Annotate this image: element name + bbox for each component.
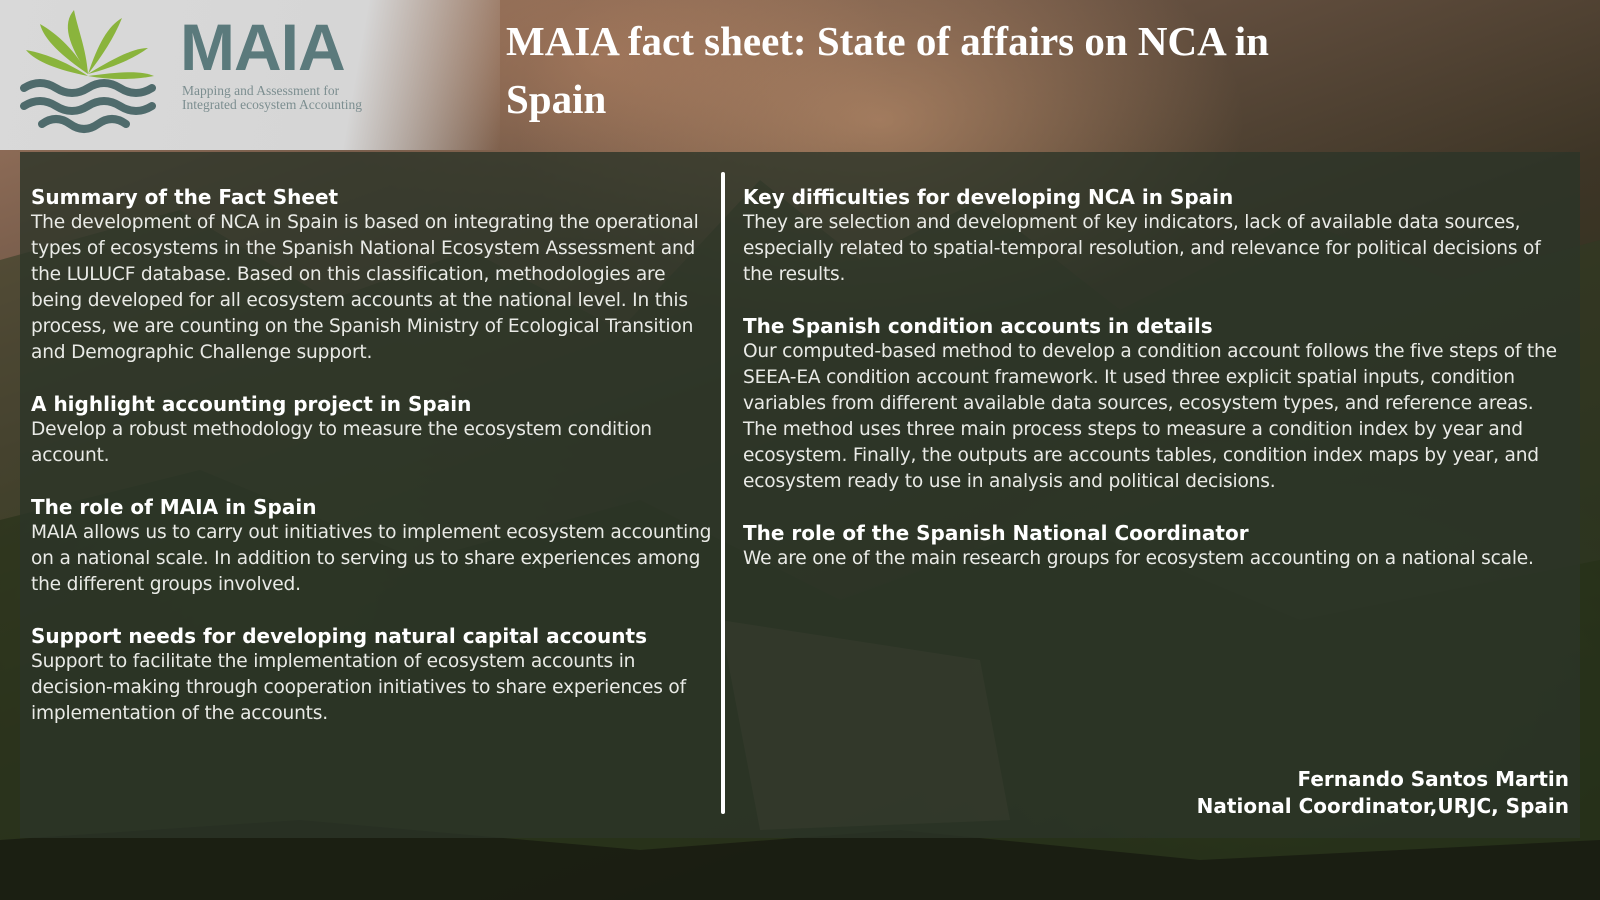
section-body: MAIA allows us to carry out initiatives to implement ecosystem accounting on a national scale. In addition to serving us to share experiences among the different groups involved. — [31, 522, 712, 595]
signature-role: National Coordinator,URJC, Spain — [1196, 794, 1569, 818]
logo-subtitle-line-2: Integrated ecosystem Accounting — [182, 97, 362, 112]
section-body: We are one of the main research groups for ecosystem accounting on a national scale. — [743, 548, 1534, 569]
section-heading: Key difficulties for developing NCA in Spain — [743, 185, 1234, 209]
section-body: Develop a robust methodology to measure the ecosystem condition account. — [31, 419, 652, 466]
logo-banner — [0, 0, 500, 150]
section-key-difficulties — [743, 184, 1571, 288]
section-heading: Support needs for developing natural capital accounts — [31, 624, 647, 648]
section-body: Our computed-based method to develop a condition account follows the five steps of the SEEA-EA condition account framework. It used three explicit spatial inputs, condition variables from different available data sources, ecosystem types, and reference areas. The method uses three main process steps to measure a condition index by year and ecosystem. Finally, the outputs are accounts tables, condition index maps by year, and ecosystem ready to use in analysis and political decisions. — [743, 341, 1557, 492]
section-heading: The role of the Spanish National Coordinator — [743, 521, 1249, 545]
left-column — [31, 184, 721, 752]
right-column — [743, 184, 1571, 597]
section-support-needs — [31, 623, 721, 727]
column-divider — [721, 172, 725, 814]
maia-leaf-wave-icon — [18, 4, 158, 136]
section-national-coordinator — [743, 520, 1571, 572]
signature-block — [1197, 766, 1569, 820]
maia-wordmark: MAIA — [180, 10, 345, 84]
section-heading: The Spanish condition accounts in details — [743, 314, 1213, 338]
section-heading: Summary of the Fact Sheet — [31, 185, 339, 209]
signature-name: Fernando Santos Martin — [1297, 767, 1569, 791]
section-role-of-maia — [31, 494, 721, 598]
section-body: The development of NCA in Spain is based on integrating the operational types of ecosystems in the Spanish National Ecosystem Assessment and the LULUCF database. Based on this classification, methodologies are being developed for all ecosystem accounts at the national level. In this process, we are counting on the Spanish Ministry of Ecological Transition and Demographic Challenge support. — [31, 212, 699, 363]
section-body: They are selection and development of key indicators, lack of available data sources, especially related to spatial-temporal resolution, and relevance for political decisions of the results. — [743, 212, 1541, 285]
logo-subtitle — [182, 84, 422, 112]
section-heading: The role of MAIA in Spain — [31, 495, 317, 519]
section-summary — [31, 184, 721, 366]
page-title: MAIA fact sheet: State of affairs on NCA in Spain — [506, 18, 1269, 122]
section-body: Support to facilitate the implementation of ecosystem accounts in decision-making through cooperation initiatives to share experiences of implementation of the accounts. — [31, 651, 686, 724]
section-heading: A highlight accounting project in Spain — [31, 392, 472, 416]
section-highlight-project — [31, 391, 721, 469]
logo-subtitle-line-1: Mapping and Assessment for — [182, 83, 340, 98]
section-condition-accounts — [743, 313, 1571, 495]
